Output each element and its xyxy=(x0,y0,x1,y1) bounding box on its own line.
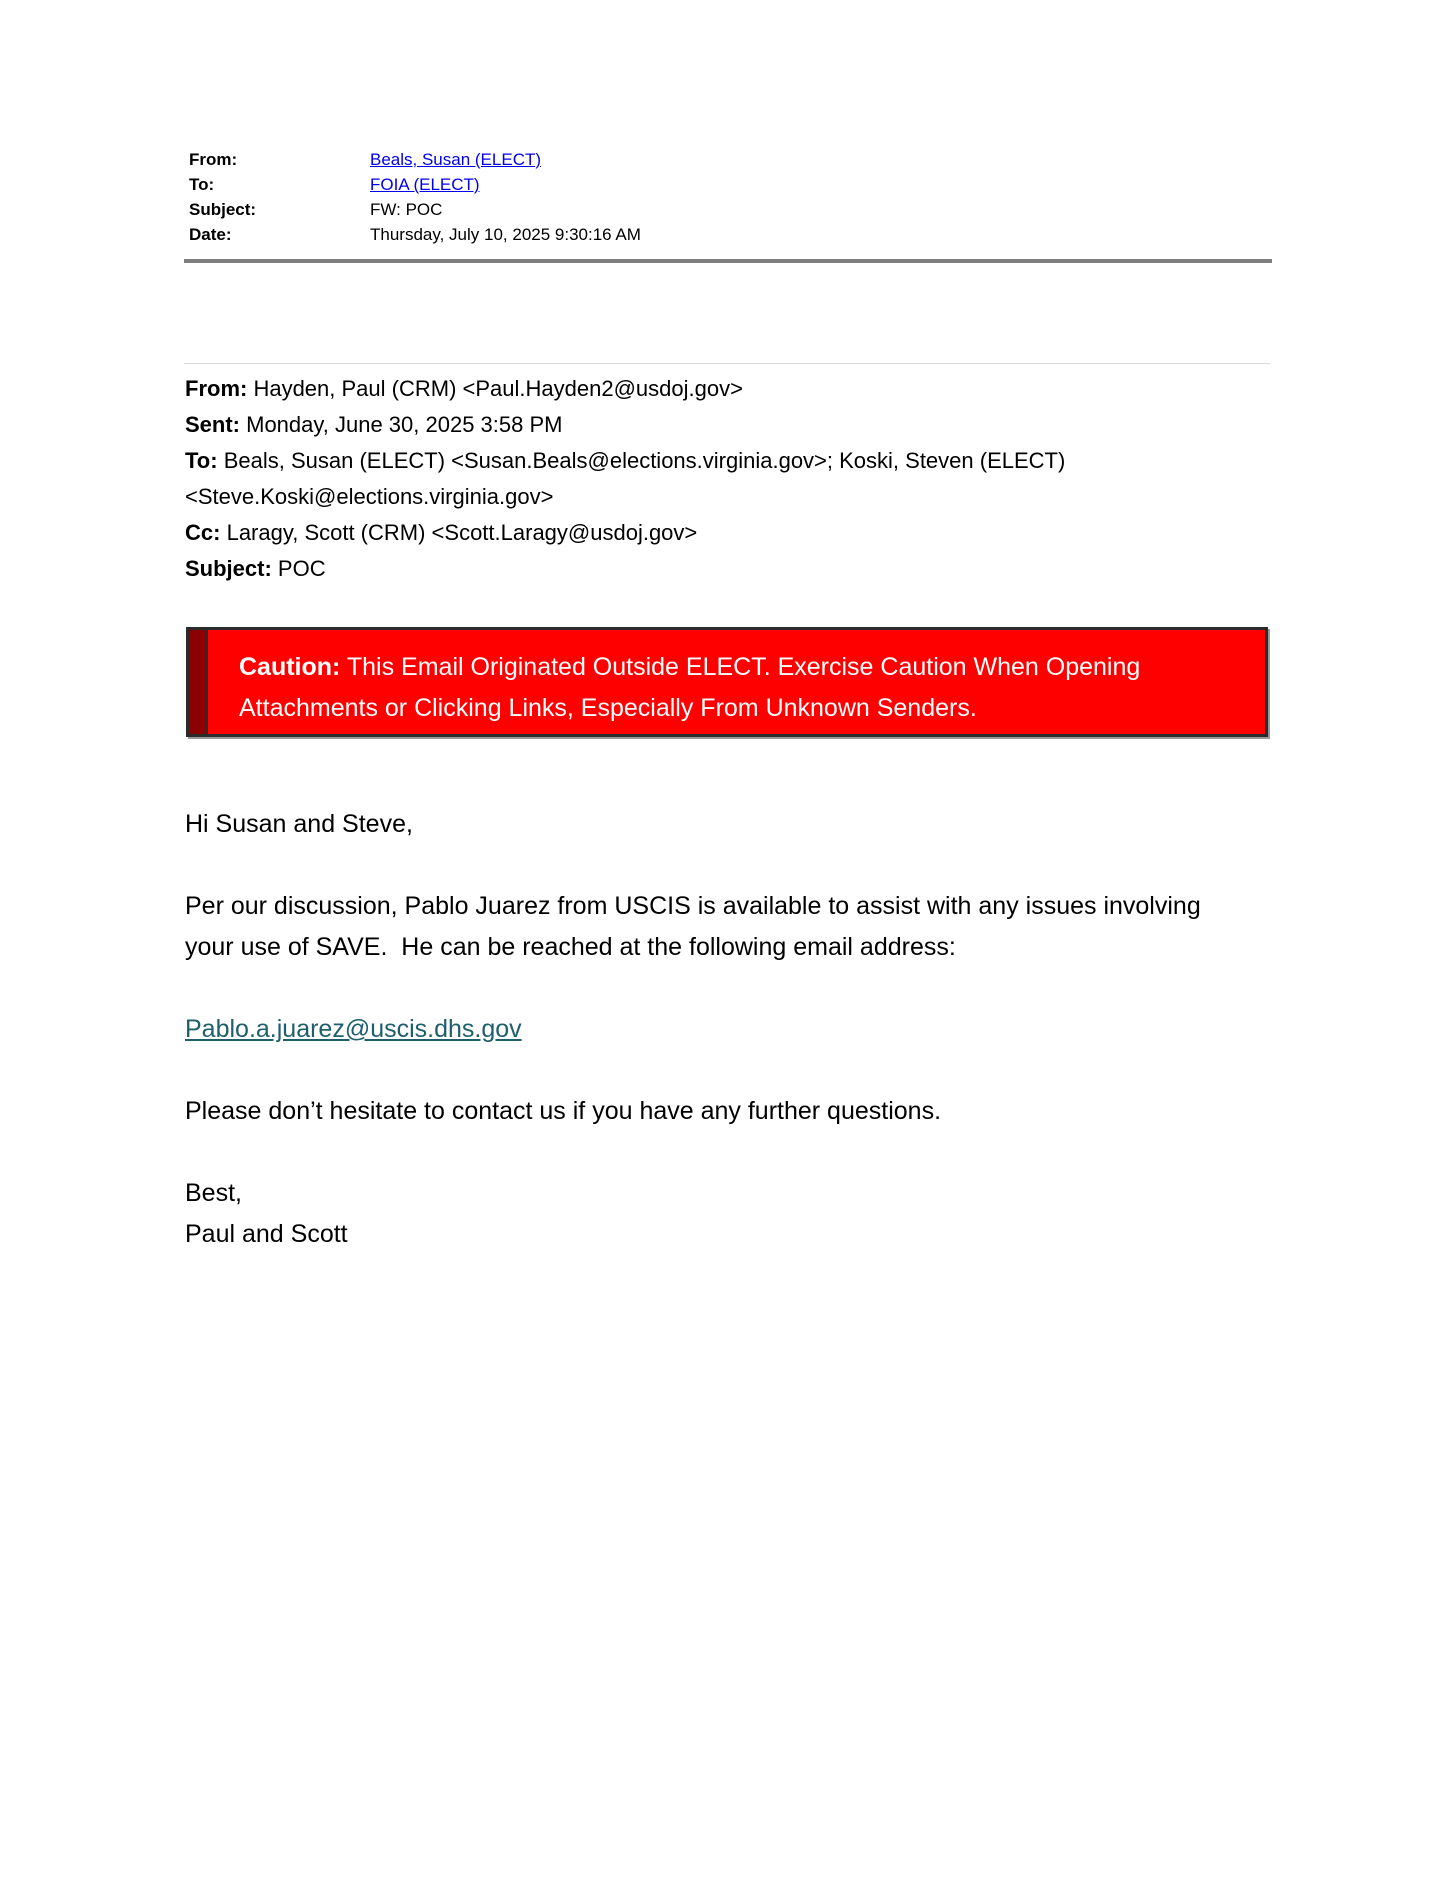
outer-to-row xyxy=(189,172,641,197)
caution-text-2: Attachments or Clicking Links, Especially From Unknown Senders. xyxy=(239,694,977,722)
outer-date-value: Thursday, July 10, 2025 9:30:16 AM xyxy=(370,225,641,244)
caution-text-1: This Email Originated Outside ELECT. Exercise Caution When Opening xyxy=(346,653,1141,681)
forwarded-cc-label: Cc: xyxy=(185,520,221,545)
outer-subject-label: Subject: xyxy=(189,200,257,219)
caution-line-1 xyxy=(239,647,1239,688)
body-paragraph-1 xyxy=(185,886,1265,968)
greeting: Hi Susan and Steve, xyxy=(185,810,413,838)
forwarded-header xyxy=(185,371,1285,587)
outer-subject-row xyxy=(189,197,641,222)
forwarded-sent-label: Sent: xyxy=(185,412,240,437)
caution-label: Caution: xyxy=(239,653,341,681)
body-paragraph-1-line-2: your use of SAVE. He can be reached at the following email address: xyxy=(185,933,956,961)
forwarded-to-continuation: <Steve.Koski@elections.virginia.gov> xyxy=(185,484,554,509)
outer-to-link[interactable]: FOIA (ELECT) xyxy=(370,175,480,194)
forwarded-to-label: To: xyxy=(185,448,218,473)
header-divider xyxy=(184,259,1272,263)
outer-from-row xyxy=(189,147,641,172)
forwarded-subject-line xyxy=(185,551,1285,587)
body-paragraph-2: Please don’t hesitate to contact us if you have any further questions. xyxy=(185,1097,942,1125)
contact-email-link[interactable]: Pablo.a.juarez@uscis.dhs.gov xyxy=(185,1015,522,1043)
forwarded-sent-line xyxy=(185,407,1285,443)
caution-banner xyxy=(186,627,1268,737)
forwarded-to-line xyxy=(185,443,1285,479)
forwarded-cc-value: Laragy, Scott (CRM) <Scott.Laragy@usdoj.gov> xyxy=(226,520,698,545)
outer-to-label: To: xyxy=(189,175,215,194)
outer-email-header xyxy=(189,147,641,247)
outer-date-label: Date: xyxy=(189,225,232,244)
outer-from-link[interactable]: Beals, Susan (ELECT) xyxy=(370,150,542,169)
forwarded-sent-value: Monday, June 30, 2025 3:58 PM xyxy=(246,412,563,437)
forward-divider xyxy=(184,363,1270,364)
closing: Best, xyxy=(185,1179,242,1207)
forwarded-subject-value: POC xyxy=(277,556,326,581)
forwarded-from-label: From: xyxy=(185,376,248,401)
outer-from-label: From: xyxy=(189,150,238,169)
outer-date-row xyxy=(189,222,641,247)
contact-email-line xyxy=(185,1009,1265,1050)
forwarded-from-value: Hayden, Paul (CRM) <Paul.Hayden2@usdoj.gov> xyxy=(253,376,743,401)
caution-accent-bar xyxy=(189,630,208,734)
outer-subject-value: FW: POC xyxy=(370,200,443,219)
forwarded-to-value: Beals, Susan (ELECT) <Susan.Beals@elections.virginia.gov>; Koski, Steven (ELECT) xyxy=(223,448,1066,473)
forwarded-cc-line xyxy=(185,515,1285,551)
forwarded-from-line xyxy=(185,371,1285,407)
body-paragraph-1-line-1: Per our discussion, Pablo Juarez from USCIS is available to assist with any issues involving xyxy=(185,892,1201,920)
forwarded-subject-label: Subject: xyxy=(185,556,272,581)
caution-message xyxy=(239,647,1239,729)
signature: Paul and Scott xyxy=(185,1220,348,1248)
